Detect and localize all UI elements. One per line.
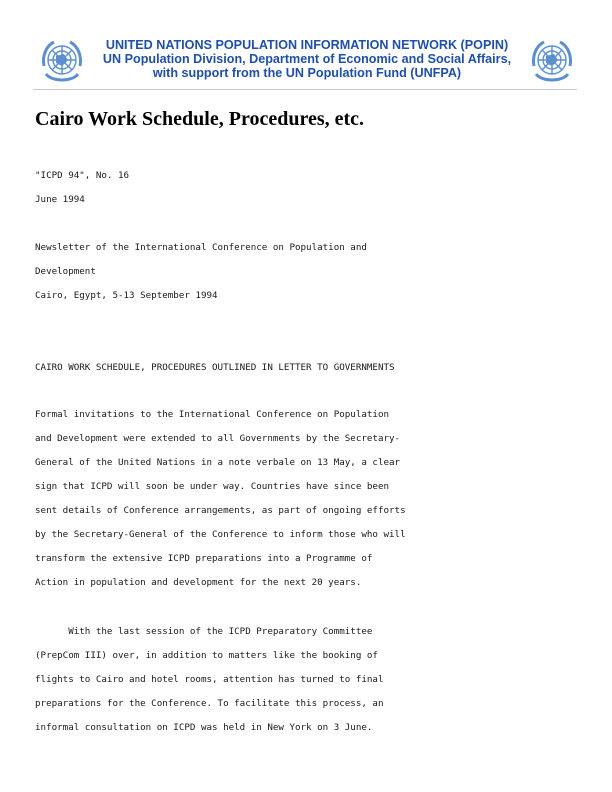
- paragraph-line: General of the United Nations in a note verbale on 13 May, a clear: [35, 457, 401, 468]
- paragraph-line: sent details of Conference arrangements, as part of ongoing efforts: [35, 505, 406, 516]
- issue-number: "ICPD 94", No. 16: [35, 170, 130, 181]
- page-title: Cairo Work Schedule, Procedures, etc.: [35, 108, 365, 130]
- paragraph-line: informal consultation on ICPD was held in New York on 3 June.: [35, 722, 373, 733]
- paragraph-line: (PrepCom III) over, in addition to matters like the booking of: [35, 650, 378, 661]
- conference-location: Cairo, Egypt, 5-13 September 1994: [35, 290, 218, 301]
- issue-date: June 1994: [35, 194, 85, 205]
- org-name-line: UNITED NATIONS POPULATION INFORMATION NETWORK (POPIN): [105, 38, 509, 52]
- paragraph-line: Formal invitations to the International Conference on Population: [35, 409, 390, 420]
- newsletter-line: Development: [35, 266, 96, 277]
- org-division-line: UN Population Division, Department of Economic and Social Affairs,: [102, 52, 512, 66]
- paragraph-line: and Development were extended to all Governments by the Secretary-: [35, 433, 401, 444]
- header-divider: [33, 89, 577, 90]
- paragraph-line: preparations for the Conference. To facilitate this process, an: [35, 698, 384, 709]
- page-header: [0, 0, 612, 92]
- paragraph-line: flights to Cairo and hotel rooms, attention has turned to final: [35, 674, 384, 685]
- paragraph-line: Action in population and development for the next 20 years.: [35, 577, 362, 588]
- newsletter-line: Newsletter of the International Conference on Population and: [35, 242, 367, 253]
- paragraph-line: transform the extensive ICPD preparations into a Programme of: [35, 553, 373, 564]
- org-support-line: with support from the UN Population Fund (UNFPA): [152, 66, 462, 80]
- un-emblem-icon: [36, 36, 88, 88]
- paragraph-line: With the last session of the ICPD Preparatory Committee: [35, 626, 373, 637]
- un-emblem-icon: [526, 36, 578, 88]
- article-headline: CAIRO WORK SCHEDULE, PROCEDURES OUTLINED IN LETTER TO GOVERNMENTS: [35, 362, 395, 373]
- paragraph-line: by the Secretary-General of the Conference to inform those who will: [35, 529, 406, 540]
- paragraph-line: sign that ICPD will soon be under way. Countries have since been: [35, 481, 390, 492]
